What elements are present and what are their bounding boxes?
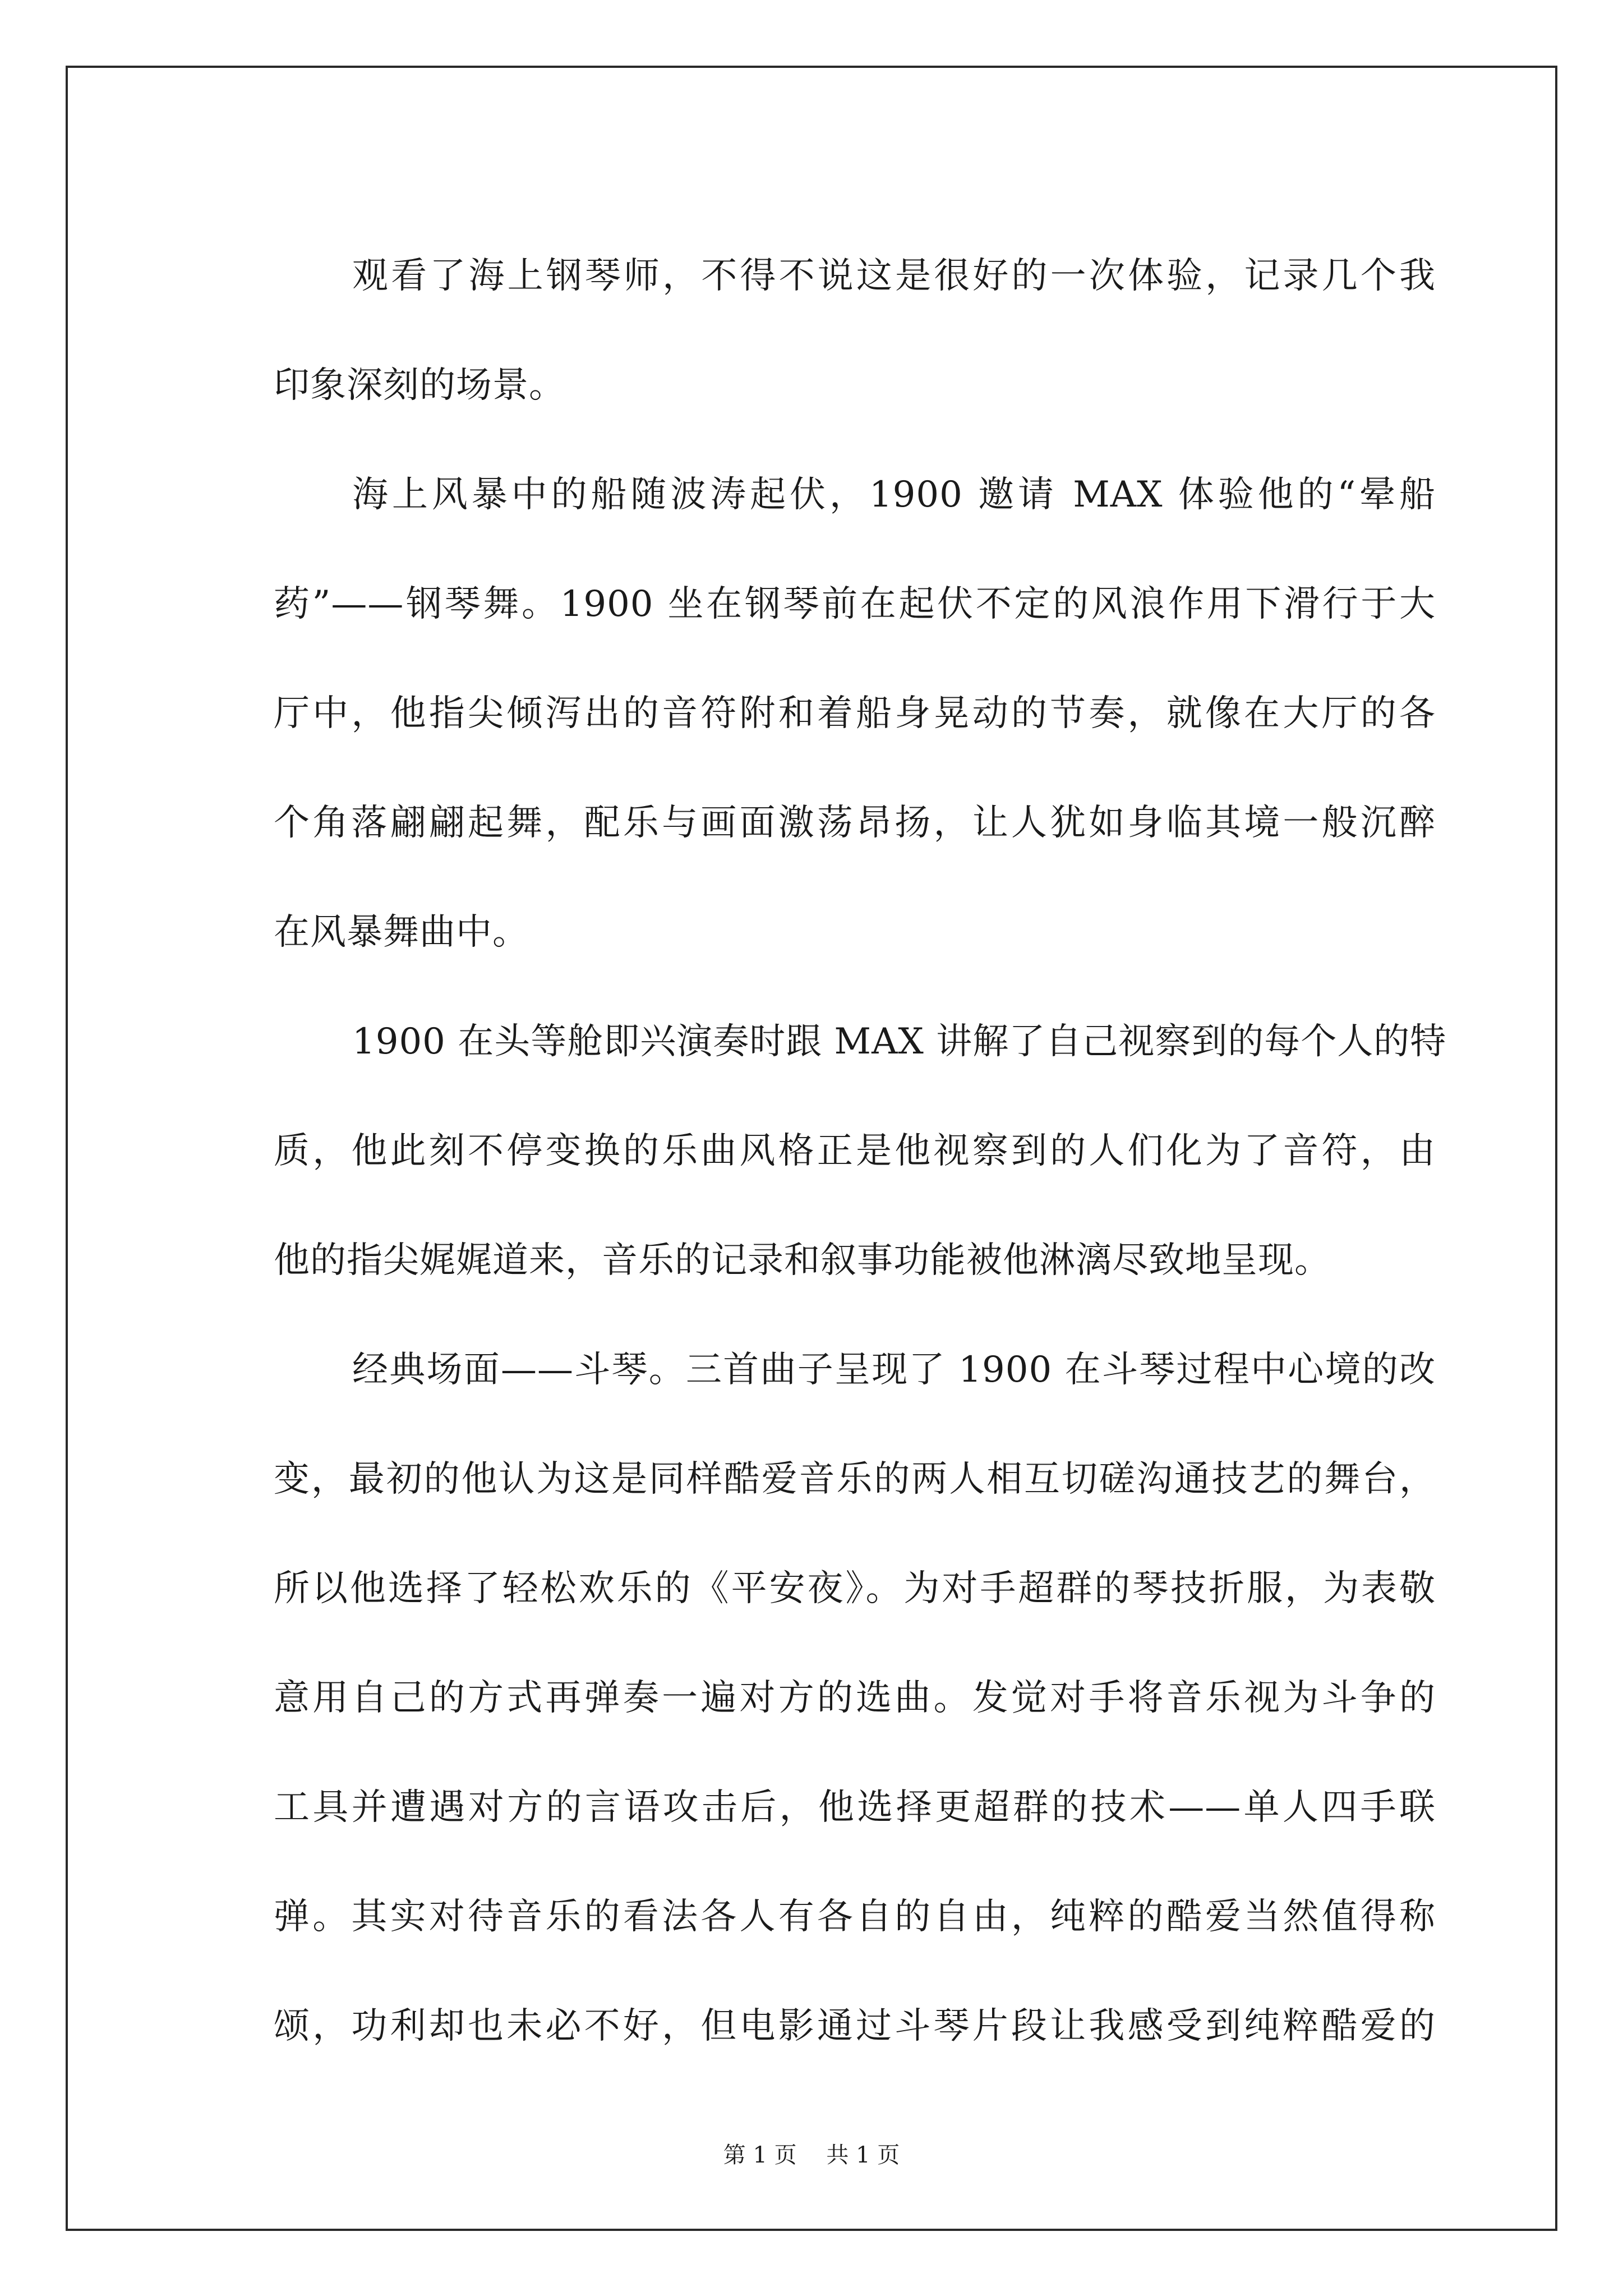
text-line: 弹。其实对待音乐的看法各人有各自的自由，纯粹的酷爱当然值得称: [274, 1896, 1436, 1938]
text-line: 海上风暴中的船随波涛起伏，1900 邀请 MAX 体验他的“晕船: [352, 474, 1436, 516]
paragraph-1: [202, 222, 1436, 440]
page-number-total: 共 1 页: [826, 2142, 900, 2168]
text-line: 1900 在头等舱即兴演奏时跟 MAX 讲解了自己视察到的每个人的特: [352, 1021, 1447, 1062]
text-line: 个角落翩翩起舞，配乐与画面激荡昂扬，让人犹如身临其境一般沉醉: [274, 802, 1436, 844]
text-line: 颂，功利却也未必不好，但电影通过斗琴片段让我感受到纯粹酷爱的: [274, 2005, 1436, 2047]
text-line: 工具并遭遇对方的言语攻击后，他选择更超群的技术——单人四手联: [274, 1787, 1436, 1828]
text-line: 在风暴舞曲中。: [274, 912, 529, 953]
text-line: 所以他选择了轻松欢乐的《平安夜》。为对手超群的琴技折服，为表敬: [274, 1568, 1436, 1609]
paragraph-4: [202, 1315, 1436, 2081]
text-line: 印象深刻的场景。: [274, 365, 565, 406]
page-number-current: 第 1 页: [723, 2142, 797, 2168]
document-body: [202, 222, 1447, 2081]
page-footer: [0, 2137, 1623, 2169]
paragraph-3: [202, 987, 1447, 1315]
text-line: 厅中，他指尖倾泻出的音符附和着船身晃动的节奏，就像在大厅的各: [274, 693, 1436, 734]
paragraph-2: [202, 440, 1436, 987]
text-line: 变，最初的他认为这是同样酷爱音乐的两人相互切磋沟通技艺的舞台，: [274, 1458, 1436, 1500]
text-line: 质，他此刻不停变换的乐曲风格正是他视察到的人们化为了音符，由: [274, 1130, 1436, 1172]
text-line: 药”——钢琴舞。1900 坐在钢琴前在起伏不定的风浪作用下滑行于大: [274, 583, 1436, 625]
text-line: 经典场面——斗琴。三首曲子呈现了 1900 在斗琴过程中心境的改: [352, 1349, 1436, 1391]
text-line: 观看了海上钢琴师，不得不说这是很好的一次体验，记录几个我: [352, 255, 1436, 297]
text-line: 他的指尖娓娓道来，音乐的记录和叙事功能被他淋漓尽致地呈现。: [274, 1240, 1331, 1281]
text-line: 意用自己的方式再弹奏一遍对方的选曲。发觉对手将音乐视为斗争的: [274, 1677, 1436, 1719]
